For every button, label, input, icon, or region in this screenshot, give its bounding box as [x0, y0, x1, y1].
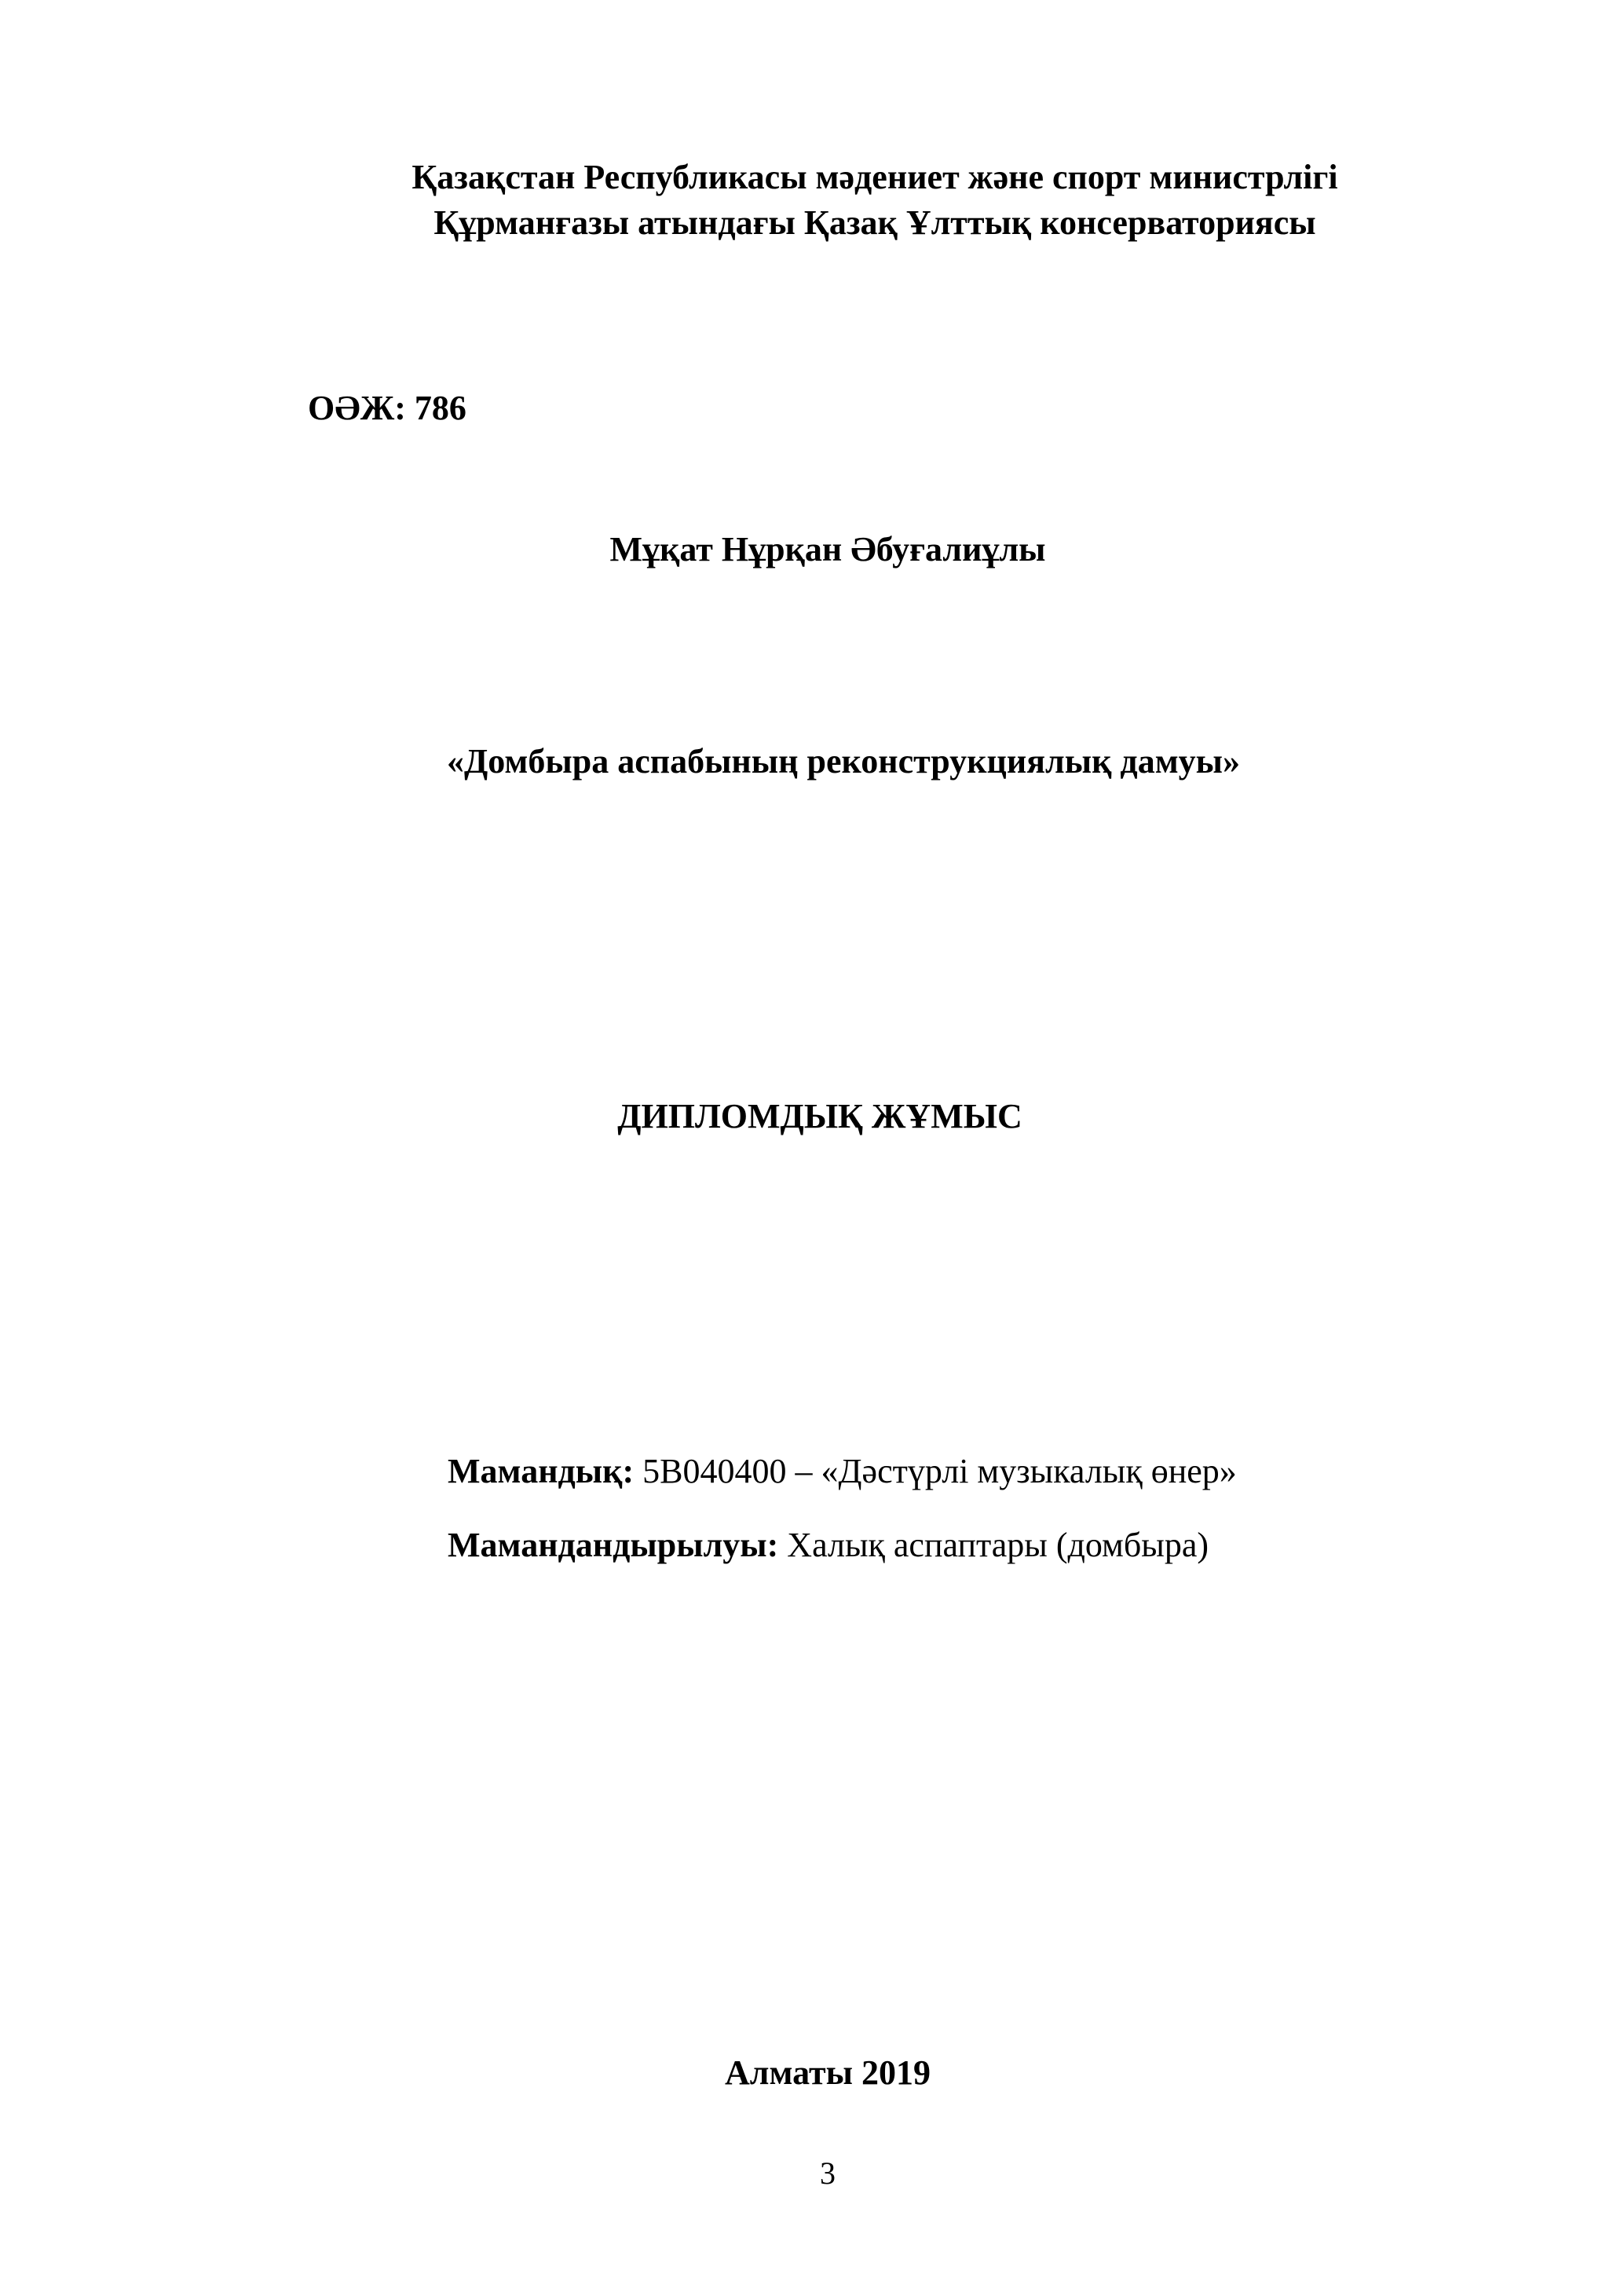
ministry-heading: Қазақстан Республикасы мәдениет және спорт министрлігі [411, 158, 1338, 196]
city-year: Алматы 2019 [725, 2053, 931, 2092]
page-number: 3 [820, 2155, 836, 2191]
specialty-label: Мамандық: [448, 1452, 635, 1490]
udc-code: ОӘЖ: 786 [308, 389, 466, 427]
thesis-title: «Домбыра аспабының реконструкциялық дамуы» [446, 742, 1241, 781]
specialty-line [448, 1454, 1237, 1489]
author-name: Мұқат Нұрқан Әбуғалиұлы [609, 530, 1046, 569]
document-type: ДИПЛОМДЫҚ ЖҰМЫС [617, 1097, 1022, 1135]
specialization-value: Халық аспаптары (домбыра) [778, 1526, 1209, 1564]
conservatory-heading: Құрманғазы атындағы Қазақ Ұлттық консерваториясы [433, 203, 1316, 242]
specialty-value: 5В040400 – «Дәстүрлі музыкалық өнер» [634, 1452, 1237, 1490]
specialization-label: Мамандандырылуы: [448, 1526, 779, 1564]
specialization-line [448, 1528, 1209, 1563]
